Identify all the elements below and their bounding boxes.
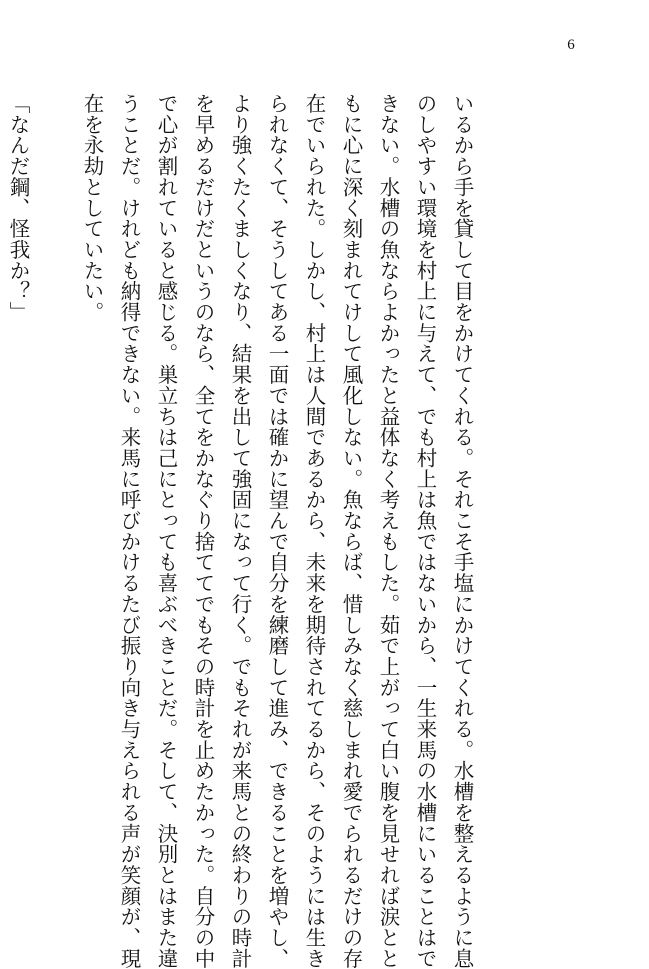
text-line: を早めるだけだというのなら、全てをかなぐり捨ててでもその時計を止めたかった。自分の中: [191, 93, 215, 969]
page-number: 6: [567, 37, 575, 53]
dialogue-line: 「なんだ鋼、怪我か？」: [6, 93, 30, 323]
text-line: られなくて、そうしてある一面では確かに望んで自分を練磨して進み、できることを増やし、: [265, 93, 289, 969]
text-line: うことだ。けれども納得できない。来馬に呼びかけるたび振り向き与えられる声が笑顔が、現: [117, 93, 141, 969]
text-line: で心が割れていると感じる。巣立ちは己にとっても喜ぶべきことだ。そして、決別とはまた違: [154, 93, 178, 969]
text-line: もに心に深く刻まれてけして風化しない。魚ならば、惜しみなく慈しまれ愛でられるだけの存: [339, 93, 363, 969]
body-text: [6, 93, 480, 969]
text-line: 在を永劫としていたい。: [80, 93, 104, 323]
text-line: より強くたくましくなり、結果を出して強固になって行く。でもそれが来馬との終わりの時計: [228, 93, 252, 969]
text-line: いるから手を貸して目をかけてくれる。それこそ手塩にかけてくれる。水槽を整えるように息: [450, 93, 474, 969]
text-line: のしやすい環境を村上に与えて、でも村上は魚ではないから、一生来馬の水槽にいることはで: [413, 93, 437, 969]
blank-line: [36, 93, 73, 873]
text-line: 在でいられた。しかし、村上は人間であるから、未来を期待されてるから、そのようには生き: [302, 93, 326, 969]
text-line: きない。水槽の魚ならよかったと益体なく考えもした。茹で上がって白い腹を見せれば涙とと: [376, 93, 400, 969]
